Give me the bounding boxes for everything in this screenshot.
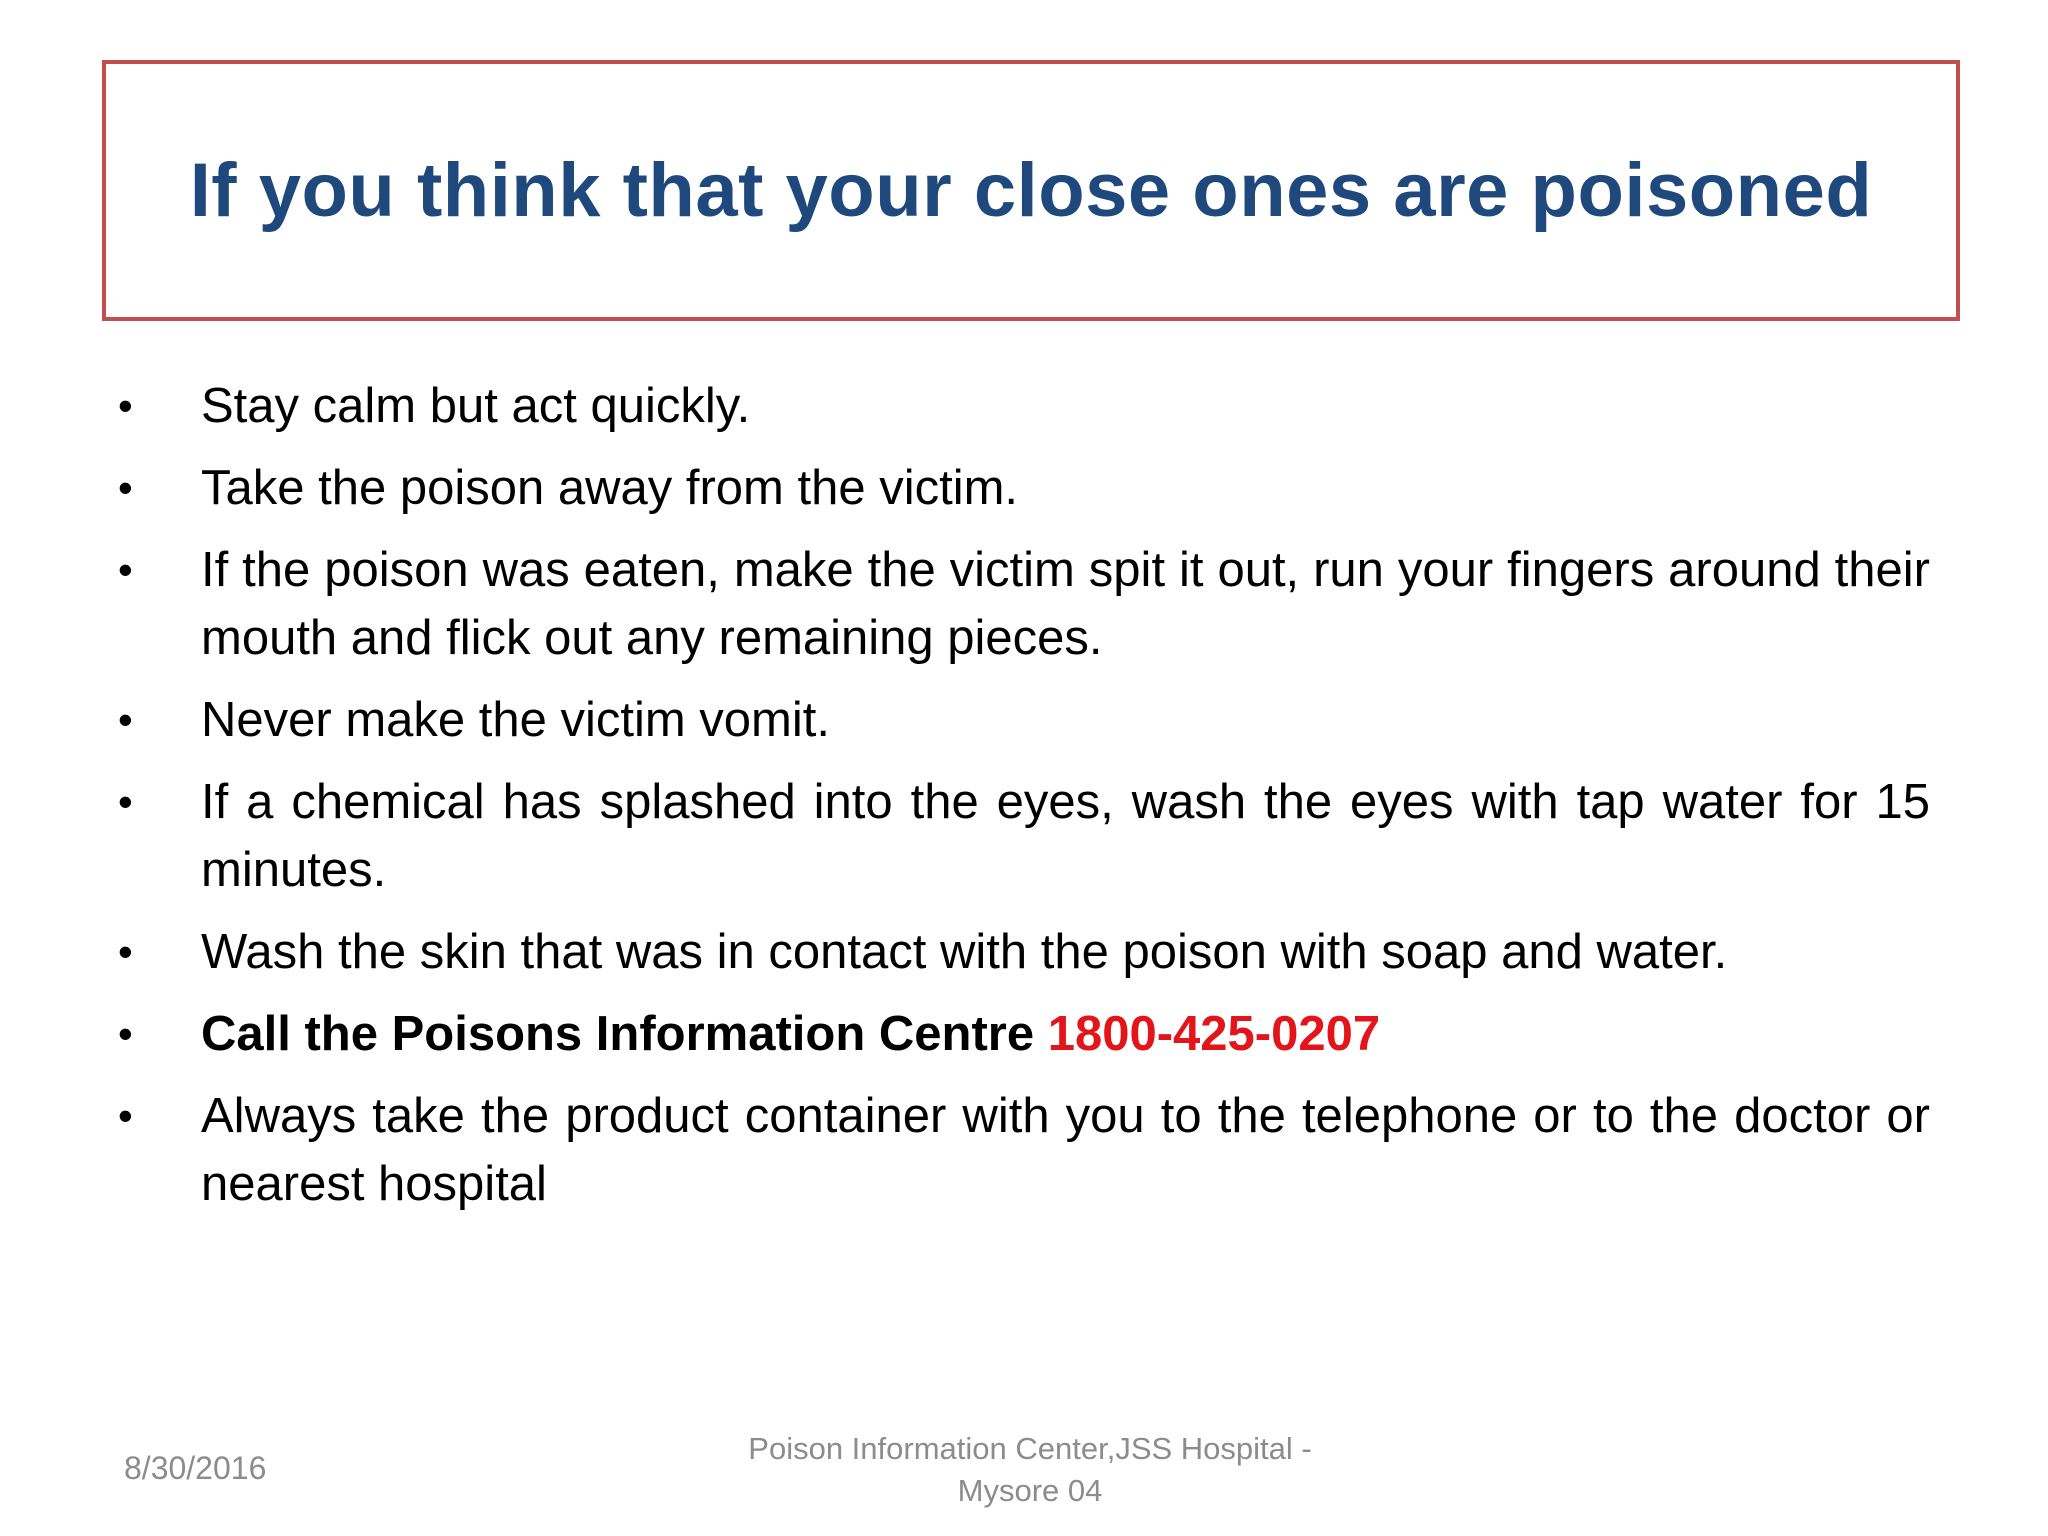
bullet-item bbox=[118, 768, 1930, 904]
slide-title: If you think that your close ones are poisoned bbox=[189, 148, 1873, 233]
call-label: Call the Poisons Information Centre bbox=[201, 1007, 1035, 1061]
bullet-dot-icon: • bbox=[118, 1092, 133, 1139]
bullet-item bbox=[118, 372, 1930, 440]
bullet-text: If the poison was eaten, make the victim spit it out, run your fingers around their mouth and flick out any remaining pieces. bbox=[201, 543, 1930, 665]
bullet-text: If a chemical has splashed into the eyes, wash the eyes with tap water for 15 minutes. bbox=[201, 775, 1930, 897]
bullet-item-call bbox=[118, 1000, 1930, 1068]
bullet-dot-icon: • bbox=[118, 696, 133, 743]
phone-number: 1800-425-0207 bbox=[1047, 1007, 1381, 1061]
bullet-dot-icon: • bbox=[118, 778, 133, 825]
footer-center bbox=[700, 1428, 1360, 1512]
footer-date: 8/30/2016 bbox=[124, 1450, 267, 1486]
bullet-dot-icon: • bbox=[118, 546, 133, 593]
bullet-item bbox=[118, 536, 1930, 672]
bullet-dot-icon: • bbox=[118, 382, 133, 429]
bullet-text-call bbox=[201, 1000, 1930, 1068]
bullet-item bbox=[118, 454, 1930, 522]
bullet-text: Never make the victim vomit. bbox=[201, 693, 830, 747]
bullet-dot-icon: • bbox=[118, 1010, 133, 1057]
bullet-list bbox=[118, 372, 1930, 1232]
footer-center-line1: Poison Information Center,JSS Hospital - bbox=[748, 1431, 1312, 1466]
footer-center-line2: Mysore 04 bbox=[957, 1473, 1103, 1508]
bullet-item bbox=[118, 1082, 1930, 1218]
bullet-dot-icon: • bbox=[118, 928, 133, 975]
title-box bbox=[102, 60, 1960, 321]
bullet-text: Wash the skin that was in contact with the poison with soap and water. bbox=[201, 925, 1728, 979]
bullet-text: Take the poison away from the victim. bbox=[201, 461, 1019, 515]
bullet-dot-icon: • bbox=[118, 464, 133, 511]
bullet-item bbox=[118, 918, 1930, 986]
bullet-text: Stay calm but act quickly. bbox=[201, 379, 751, 433]
bullet-text: Always take the product container with you to the telephone or to the doctor or nearest hospital bbox=[201, 1089, 1930, 1211]
bullet-item bbox=[118, 686, 1930, 754]
